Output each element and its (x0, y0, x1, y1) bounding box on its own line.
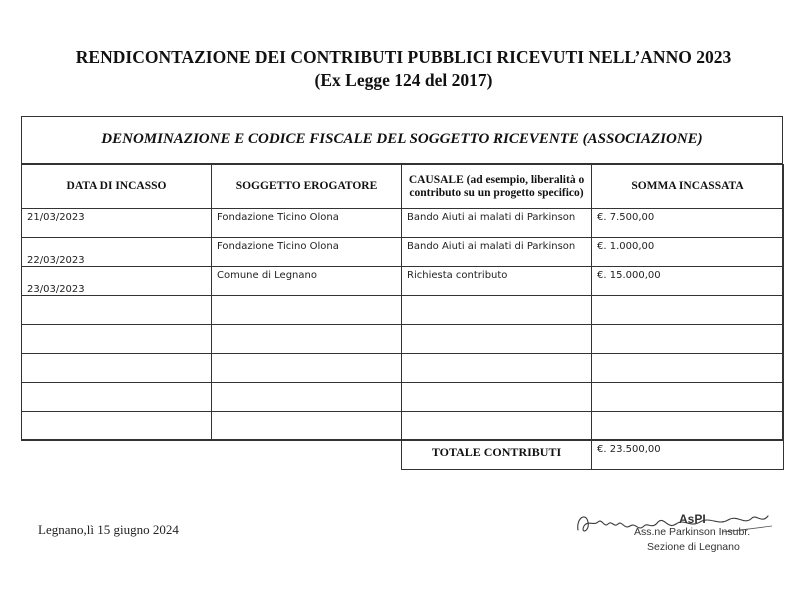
empty-cell (22, 383, 212, 412)
date-cell (22, 267, 212, 296)
contributions-table (21, 116, 783, 469)
empty-cell (212, 296, 402, 325)
empty-cell (212, 325, 402, 354)
empty-cell (402, 412, 592, 441)
date-cell (22, 209, 212, 238)
header-date: DATA DI INCASSO (22, 165, 212, 209)
header-reason: CAUSALE (ad esempio, liberalità o contributo su un progetto specifico) (402, 165, 592, 209)
table-row-empty (22, 354, 784, 383)
signature-stamp (572, 504, 777, 564)
empty-cell (402, 354, 592, 383)
document-title: RENDICONTAZIONE DEI CONTRIBUTI PUBBLICI RICEVUTI NELL’ANNO 2023 (75, 47, 732, 67)
contributions-grid (21, 164, 784, 441)
empty-cell (402, 296, 592, 325)
payer-value: Fondazione Ticino Olona (217, 241, 339, 252)
stamp-association: Ass.ne Parkinson Insubr. (634, 526, 751, 538)
empty-cell (402, 325, 592, 354)
empty-cell (212, 412, 402, 441)
section-heading: DENOMINAZIONE E CODICE FISCALE DEL SOGGETTO RICEVENTE (ASSOCIAZIONE) (21, 116, 783, 164)
header-amount: SOMMA INCASSATA (592, 165, 784, 209)
reason-cell (402, 209, 592, 238)
total-value-cell (592, 441, 784, 470)
empty-cell (592, 412, 784, 441)
empty-cell (402, 383, 592, 412)
payer-cell (212, 267, 402, 296)
reason-value: Bando Aiuti ai malati di Parkinson (407, 241, 576, 252)
empty-cell (22, 412, 212, 441)
amount-value: €. 7.500,00 (597, 212, 655, 223)
date-value: 22/03/2023 (27, 255, 85, 266)
date-cell (22, 238, 212, 267)
amount-cell (592, 267, 784, 296)
empty-cell (592, 296, 784, 325)
date-value: 21/03/2023 (27, 212, 85, 223)
empty-cell (22, 296, 212, 325)
empty-cell (592, 354, 784, 383)
total-value: €. 23.500,00 (597, 444, 661, 455)
table-row (22, 238, 784, 267)
reason-cell (402, 238, 592, 267)
payer-value: Fondazione Ticino Olona (217, 212, 339, 223)
empty-cell (212, 383, 402, 412)
table-row (22, 267, 784, 296)
date-value: 23/03/2023 (27, 284, 85, 295)
totals-row (401, 440, 784, 470)
empty-cell (212, 354, 402, 383)
header-payer: SOGGETTO EROGATORE (212, 165, 402, 209)
amount-cell (592, 209, 784, 238)
table-row-empty (22, 383, 784, 412)
payer-cell (212, 209, 402, 238)
amount-cell (592, 238, 784, 267)
stamp-section: Sezione di Legnano (647, 541, 740, 553)
reason-value: Richiesta contributo (407, 270, 508, 281)
payer-value: Comune di Legnano (217, 270, 317, 281)
header-row (22, 165, 784, 209)
empty-cell (22, 325, 212, 354)
empty-cell (592, 325, 784, 354)
reason-value: Bando Aiuti ai malati di Parkinson (407, 212, 576, 223)
table-row-empty (22, 296, 784, 325)
payer-cell (212, 238, 402, 267)
reason-cell (402, 267, 592, 296)
amount-value: €. 15.000,00 (597, 270, 661, 281)
table-row (22, 209, 784, 238)
stamp-title: AsPI (679, 512, 706, 526)
total-label-cell (402, 441, 592, 470)
amount-value: €. 1.000,00 (597, 241, 655, 252)
empty-cell (22, 354, 212, 383)
place-date: Legnano,lì 15 giugno 2024 (38, 522, 179, 537)
total-label: TOTALE CONTRIBUTI (431, 445, 562, 459)
empty-cell (592, 383, 784, 412)
table-row-empty (22, 325, 784, 354)
document-subtitle: (Ex Legge 124 del 2017) (314, 70, 493, 90)
table-row-empty (22, 412, 784, 441)
